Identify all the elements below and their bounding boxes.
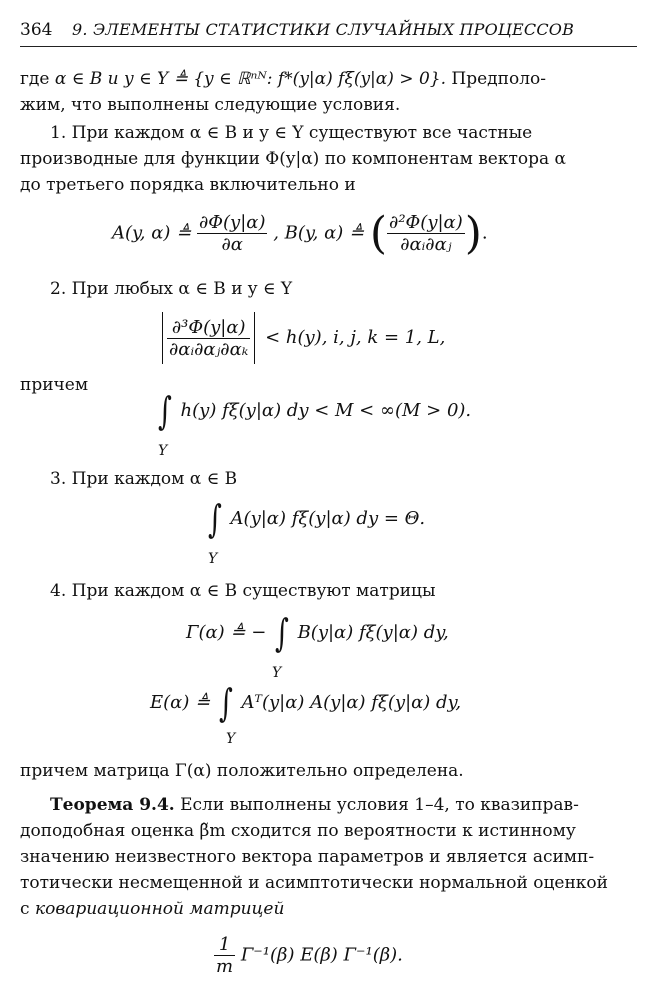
fraction-B	[387, 212, 465, 255]
formula-integral-1	[155, 389, 472, 433]
fraction-B-numerator: ∂²Φ(y|α)	[389, 212, 463, 233]
integral-sign: ∫	[218, 681, 233, 725]
gamma-integral-lower: Y	[272, 665, 282, 681]
paren-close: )	[464, 208, 482, 259]
fraction-h-numerator: ∂³Φ(y|α)	[167, 317, 250, 339]
gamma-right: B(y|α) fξ(y|α) dy,	[297, 622, 449, 643]
theorem-line-4: тотически несмещенной и асимптотически нормальной оценкой	[20, 873, 608, 893]
final-right: Γ⁻¹(β) E(β) Γ⁻¹(β).	[240, 944, 403, 966]
integral-2-body: A(y|α) fξ(y|α) dy = Θ.	[230, 508, 426, 529]
theorem-line-5-italic: ковариационной матрицей	[34, 899, 285, 919]
integral-sign: ∫	[207, 497, 222, 541]
running-header	[20, 18, 637, 48]
running-title: 9. ЭЛЕМЕНТЫ СТАТИСТИКИ СЛУЧАЙНЫХ ПРОЦЕССОВ	[72, 20, 575, 39]
theorem-label: Теорема 9.4.	[50, 795, 175, 815]
integral-sign: ∫	[275, 611, 289, 655]
theorem-text-1: Если выполнены условия 1–4, то квазиправ-	[180, 795, 579, 815]
intro-prefix: где	[20, 69, 50, 89]
E-left: E(α) ≜	[150, 692, 211, 713]
fraction-third-derivative	[167, 317, 250, 360]
condition-3-line-1: 3. При каждом α ∈ B	[50, 469, 238, 489]
abs-bar-right	[254, 312, 255, 364]
intro-suffix: Предполо-	[451, 69, 546, 89]
final-numerator: 1	[214, 934, 235, 956]
formula-integral-2	[205, 497, 426, 541]
fraction-B-denominator: ∂αᵢ∂αⱼ	[400, 234, 452, 255]
condition-2-line-1: 2. При любых α ∈ B и y ∈ Y	[50, 279, 293, 299]
intro-math: α ∈ B и y ∈ Y ≜ {y ∈ ℝⁿᴺ: f*(y|α) fξ(y|α) > 0}.	[54, 69, 446, 89]
integral-1-body: h(y) fξ(y|α) dy < M < ∞(M > 0).	[180, 400, 472, 421]
fraction-one-over-m	[214, 934, 235, 977]
theorem-line-3: значению неизвестного вектора параметров и является асимп-	[20, 847, 595, 867]
gamma-left: Γ(α) ≜ −	[186, 622, 267, 643]
integral-1-lower: Y	[158, 443, 168, 459]
E-integral-lower: Y	[226, 731, 236, 747]
formula-A-left: A(y, α) ≜	[112, 222, 192, 244]
fraction-A-numerator: ∂Φ(y|α)	[198, 212, 266, 233]
theorem-line-1	[50, 794, 637, 817]
E-right: Aᵀ(y|α) A(y|α) fξ(y|α) dy,	[241, 692, 462, 713]
paren-open: (	[369, 208, 388, 259]
integral-sign: ∫	[157, 389, 172, 433]
condition-1-line-1: 1. При каждом α ∈ B и y ∈ Y существуют все частные	[50, 123, 533, 143]
formula-B-left: , B(y, α) ≜	[273, 222, 365, 244]
intro-line-1	[20, 68, 637, 91]
theorem-line-5-prefix: с	[20, 899, 30, 919]
abs-bar-left	[162, 312, 163, 364]
condition-1-line-3: до третьего порядка включительно и	[20, 175, 356, 195]
formula-A-B: A(y, α) ≜ $\frac{\partial\Phi(y|\alpha)}{\partial\alpha}$ , B(y, α) ≜ ( $\frac{\text{∂²Φ(y|α)}}{\text{∂αᵢ∂αⱼ}}$ ).	[112, 208, 488, 259]
theorem-line-2: доподобная оценка β̃m сходится по вероятности к истинному	[20, 821, 576, 841]
final-denominator: m	[216, 956, 234, 977]
condition-4-line-1: 4. При каждом α ∈ B существуют матрицы	[50, 581, 436, 601]
formula-h-right: < h(y), i, j, k = 1, L,	[265, 327, 446, 348]
formula-final	[214, 934, 403, 977]
fraction-A	[197, 212, 268, 255]
intro-line-2: жим, что выполнены следующие условия.	[20, 95, 401, 115]
header-rule	[20, 46, 637, 47]
condition-2-after: причем	[20, 375, 89, 395]
formula-h-bound	[158, 312, 445, 364]
theorem-line-5	[20, 898, 284, 921]
integral-2-lower: Y	[208, 551, 218, 567]
formula-E	[150, 681, 462, 725]
fraction-h-denominator: ∂αᵢ∂αⱼ∂αₖ	[169, 338, 249, 360]
formula-gamma	[186, 611, 449, 655]
fraction-A-denominator: ∂α	[221, 234, 243, 255]
page-number: 364	[20, 20, 53, 40]
condition-1-line-2: производные для функции Φ(y|α) по компонентам вектора α	[20, 149, 567, 169]
condition-4-after: причем матрица Γ(α) положительно определена.	[20, 761, 464, 781]
